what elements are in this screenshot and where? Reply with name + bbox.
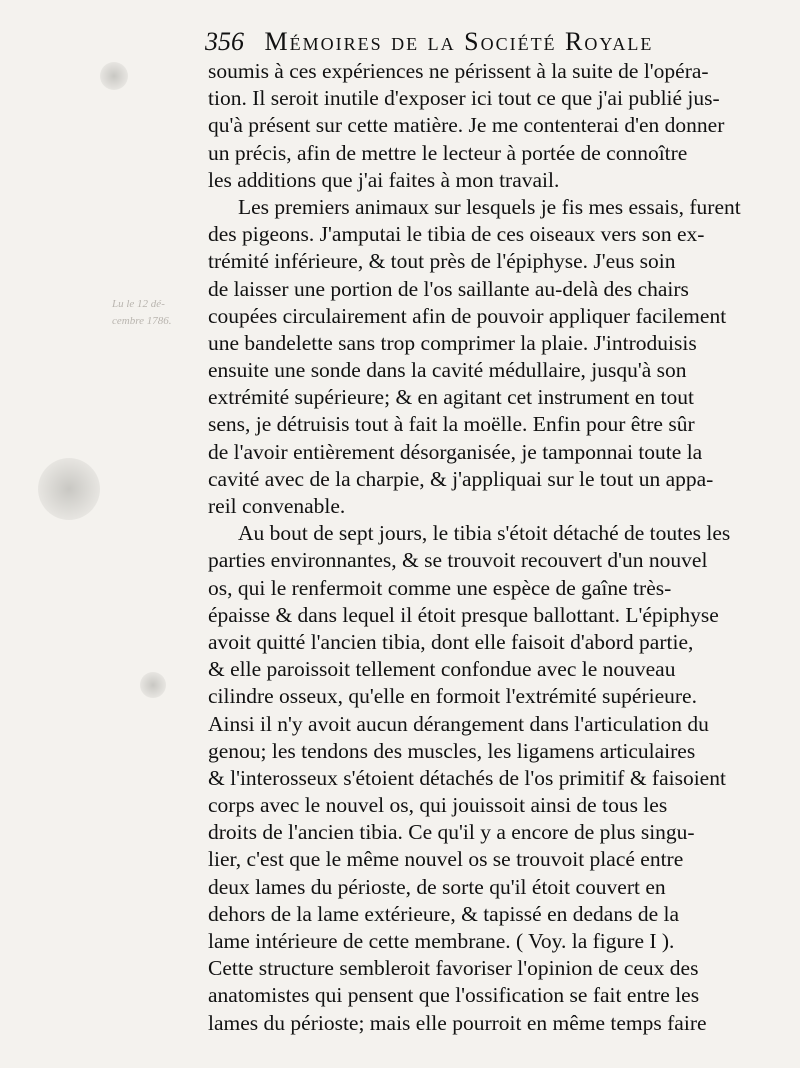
text-line: parties environnantes, & se trouvoit recouvert d'un nouvel — [208, 548, 708, 573]
paragraph-start-line: Au bout de sept jours, le tibia s'étoit détaché de toutes les — [238, 521, 731, 546]
text-line: les additions que j'ai faites à mon travail. — [208, 167, 560, 192]
text-line: lame intérieure de cette membrane. ( Voy. la figure I ). — [208, 929, 675, 953]
margin-note-line: cembre 1786. — [112, 315, 172, 327]
text-line: épaisse & dans lequel il étoit presque ballottant. L'épiphyse — [208, 602, 719, 627]
text-line: Cette structure sembleroit favoriser l'opinion de ceux des — [208, 956, 699, 981]
text-line: lames du périoste; mais elle pourroit en même temps faire — [208, 1010, 707, 1035]
page-stain — [140, 672, 166, 698]
text-line: anatomistes qui pensent que l'ossification se fait entre les — [208, 983, 700, 1008]
text-line: un précis, afin de mettre le lecteur à portée de connoître — [208, 140, 688, 165]
page-stain — [38, 458, 100, 520]
text-line: avoit quitté l'ancien tibia, dont elle faisoit d'abord partie, — [208, 629, 694, 654]
text-line: de laisser une portion de l'os saillante au-delà des chairs — [208, 276, 689, 301]
text-line: soumis à ces expériences ne périssent à la suite de l'opéra- — [208, 59, 709, 83]
page-header — [205, 22, 785, 62]
text-line: droits de l'ancien tibia. Ce qu'il y a encore de plus singu- — [208, 820, 695, 845]
page-number: 356 — [205, 27, 244, 56]
margin-note — [112, 296, 182, 330]
running-head: Mémoires de la Société Royale — [264, 27, 654, 56]
text-line: des pigeons. J'amputai le tibia de ces oiseaux vers son ex- — [208, 222, 705, 247]
body-text — [208, 58, 774, 1037]
text-line: coupées circulairement afin de pouvoir appliquer facilement — [208, 303, 727, 328]
text-line: extrémité supérieure; & en agitant cet instrument en tout — [208, 385, 694, 410]
page-stain — [100, 62, 128, 90]
text-line: os, qui le renfermoit comme une espèce de gaîne très- — [208, 575, 672, 600]
margin-note-line: Lu le 12 dé- — [112, 298, 165, 310]
text-line: cilindre osseux, qu'elle en formoit l'extrémité supérieure. — [208, 684, 697, 709]
text-line: deux lames du périoste, de sorte qu'il étoit couvert en — [208, 874, 666, 899]
text-line: dehors de la lame extérieure, & tapissé en dedans de la — [208, 901, 680, 926]
text-line: lier, c'est que le même nouvel os se trouvoit placé entre — [208, 847, 684, 872]
paragraph-start-line: Les premiers animaux sur lesquels je fis mes essais, furent — [238, 194, 741, 219]
text-line: genou; les tendons des muscles, les ligamens articulaires — [208, 738, 696, 763]
text-line: ensuite une sonde dans la cavité médullaire, jusqu'à son — [208, 358, 687, 383]
text-line: sens, je détruisis tout à fait la moëlle. Enfin pour être sûr — [208, 412, 695, 437]
text-line: reil convenable. — [208, 494, 346, 518]
text-line: une bandelette sans trop comprimer la plaie. J'introduisis — [208, 330, 697, 355]
text-line: de l'avoir entièrement désorganisée, je tamponnai toute la — [208, 439, 703, 464]
text-line: tion. Il seroit inutile d'exposer ici tout ce que j'ai publié jus- — [208, 86, 720, 111]
text-line: trémité inférieure, & tout près de l'épiphyse. J'eus soin — [208, 249, 676, 274]
text-line: Ainsi il n'y avoit aucun dérangement dans l'articulation du — [208, 711, 709, 736]
text-line: qu'à présent sur cette matière. Je me contenterai d'en donner — [208, 113, 725, 138]
text-line: & l'interosseux s'étoient détachés de l'os primitif & faisoient — [208, 765, 726, 790]
text-line: cavité avec de la charpie, & j'appliquai sur le tout un appa- — [208, 466, 714, 491]
text-line: corps avec le nouvel os, qui jouissoit ainsi de tous les — [208, 793, 668, 818]
text-line: & elle paroissoit tellement confondue avec le nouveau — [208, 657, 676, 682]
